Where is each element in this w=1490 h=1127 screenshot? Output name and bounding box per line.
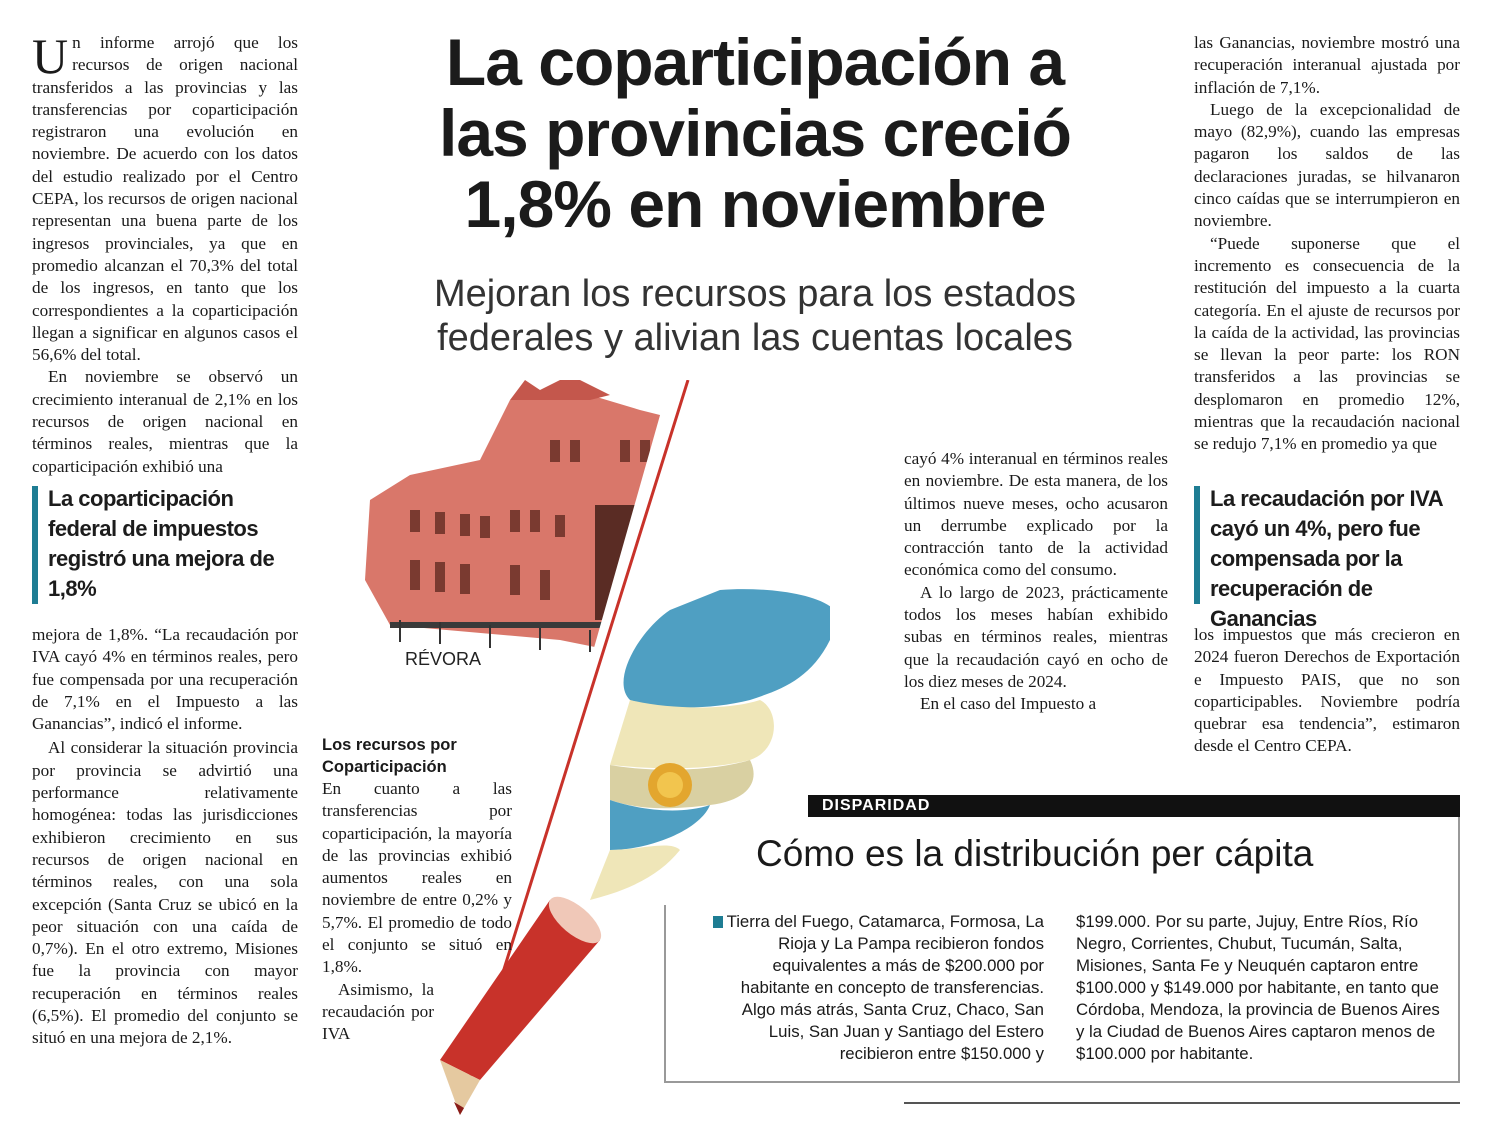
- headline-line-1: La coparticipación a: [445, 25, 1065, 99]
- left-paragraph-2: En noviembre se observó un crecimiento interanual de 2,1% en los recursos de origen nacional en términos reales, mientras que la coparticipación exhibió una: [32, 367, 298, 476]
- right-paragraph-2: Luego de la excepcionalidad de mayo (82,9%), cuando las empresas pagaron los saldos de las declaraciones juradas, se hilvanaron cinco caídas que se interrumpieron en noviembre.: [1194, 99, 1460, 231]
- right-pull-quote: [1194, 484, 1462, 631]
- deck-line-2: federales y alivian las cuentas locales: [437, 317, 1073, 359]
- dropcap: U: [32, 28, 69, 84]
- deck: [385, 272, 1125, 360]
- sidebar-paragraph-2: Asimismo, la recaudación por IVA: [322, 979, 434, 1044]
- right-paragraph-4: los impuestos que más crecieron en 2024 fueron Derechos de Exportación e Impuesto PAIS, que no son coparticipables. Noviembre podría quebrar esa tendencia”, estimaron desde el Centro CEPA.: [1194, 625, 1460, 756]
- headline-line-2: las provincias creció: [438, 96, 1071, 170]
- right-paragraph-3: “Puede suponerse que el incremento es consecuencia de la restitución del impuesto a la cuarta categoría. En el ajuste de recursos por la caída de la actividad, las provincias se llevan la peor parte: los RON transferidos a las provincias se desplomaron en promedio 12%, mientras que la recaudación nacional se redujo 7,1% en promedio ya que: [1194, 233, 1460, 454]
- left-pull-quote-bar: [32, 486, 38, 604]
- disparidad-left-rule: [664, 905, 666, 1081]
- bottom-rule: [904, 1102, 1460, 1104]
- sidebar-heading: Los recursos por Coparticipación: [322, 736, 457, 776]
- illustration-signature: RÉVORA: [405, 649, 482, 669]
- left-paragraph-1: n informe arrojó que los recursos de origen nacional transferidos a las provincias y las transferencias por coparticipación registraron una evolución en noviembre. De acuerdo con los datos del estudio realizado por el Centro CEPA, los recursos de origen nacional representan una buena parte de los ingresos provinciales, ya que en promedio alcanzan el 70,3% del total de los ingresos, en tanto que los correspondientes a la coparticipación llegan a significar en algunos casos el 56,6% del total.: [32, 33, 298, 365]
- right-column-bottom: [1194, 624, 1460, 758]
- left-pull-quote: [32, 484, 298, 606]
- headline-line-3: 1,8% en noviembre: [464, 167, 1046, 241]
- disparidad-left-text: [704, 911, 1044, 1065]
- disparidad-label: DISPARIDAD: [808, 795, 944, 817]
- left-column-top: [32, 28, 298, 478]
- disparidad-box: [664, 795, 1460, 1083]
- left-pull-quote-text: La coparticipación federal de impuestos registró una mejora de 1,8%: [48, 486, 275, 601]
- right-column-top: [1194, 32, 1460, 456]
- square-bullet-icon: [713, 916, 723, 928]
- left-paragraph-4: Al considerar la situación provincia por provincia se advirtió una performance relativamente homogénea: todas las jurisdicciones exhibieron crecimiento en sus recursos de origen nacional en términos reales, con una sola excepción (Santa Cruz se ubicó en la peor situación con una caída de 0,7%). En el otro extremo, Misiones fue la provincia con mayor recuperación en términos reales (6,5%). El promedio del conjunto se situó en una mejora de 2,1%.: [32, 738, 298, 1048]
- sidebar-paragraph-1: En cuanto a las transferencias por coparticipación, la mayoría de las provincias exhibió aumentos reales en noviembre de entre 0,2% y 5,7%. El promedio de todo el conjunto se situó en 1,8%.: [322, 779, 512, 977]
- disparidad-right-text: $199.000. Por su parte, Jujuy, Entre Ríos, Río Negro, Corrientes, Chubut, Tucumán, Salta, Misiones, Santa Fe y Neuquén captaron entre $100.000 y $149.000 por habitante, en tanto que Córdoba, Mendoza, la provincia de Buenos Aires y la Ciudad de Buenos Aires captaron menos de $100.000 por habitante.: [1076, 912, 1440, 1063]
- center-paragraph-3: En el caso del Impuesto a: [920, 694, 1097, 714]
- center-paragraph-2: A lo largo de 2023, prácticamente todos los meses habían exhibido subas en términos reales, mientras que la recaudación cayó en ocho de los diez meses de 2024.: [904, 582, 1168, 691]
- center-column: [904, 448, 1168, 716]
- headline: [395, 27, 1115, 240]
- disparidad-title: Cómo es la distribución per cápita: [756, 833, 1314, 874]
- left-column-bottom: [32, 624, 298, 1050]
- right-paragraph-1: las Ganancias, noviembre mostró una recuperación interanual ajustada por inflación de 7,1%.: [1194, 33, 1460, 97]
- disparidad-left-paragraph: Tierra del Fuego, Catamarca, Formosa, La Rioja y La Pampa recibieron fondos equivalentes a más de $200.000 por habitante en concepto de transferencias. Algo más atrás, Santa Cruz, Chaco, San Luis, San Juan y Santiago del Estero recibieron entre $150.000 y: [726, 912, 1044, 1063]
- right-pull-quote-bar: [1194, 486, 1200, 604]
- left-paragraph-3: mejora de 1,8%. “La recaudación por IVA cayó 4% en términos reales, pero fue compensada por una recuperación de 7,1% en el Impuesto a las Ganancias”, indicó el informe.: [32, 625, 298, 734]
- center-paragraph-1: cayó 4% interanual en términos reales en noviembre. De esta manera, de los últimos nueve meses, ocho acusaron un derrumbe explicado por la contracción tanto de la actividad económica como del consumo.: [904, 449, 1168, 580]
- deck-line-1: Mejoran los recursos para los estados: [433, 273, 1077, 315]
- sidebar: [322, 734, 512, 1046]
- right-pull-quote-text: La recaudación por IVA cayó un 4%, pero fue compensada por la recuperación de Ganancias: [1210, 486, 1443, 631]
